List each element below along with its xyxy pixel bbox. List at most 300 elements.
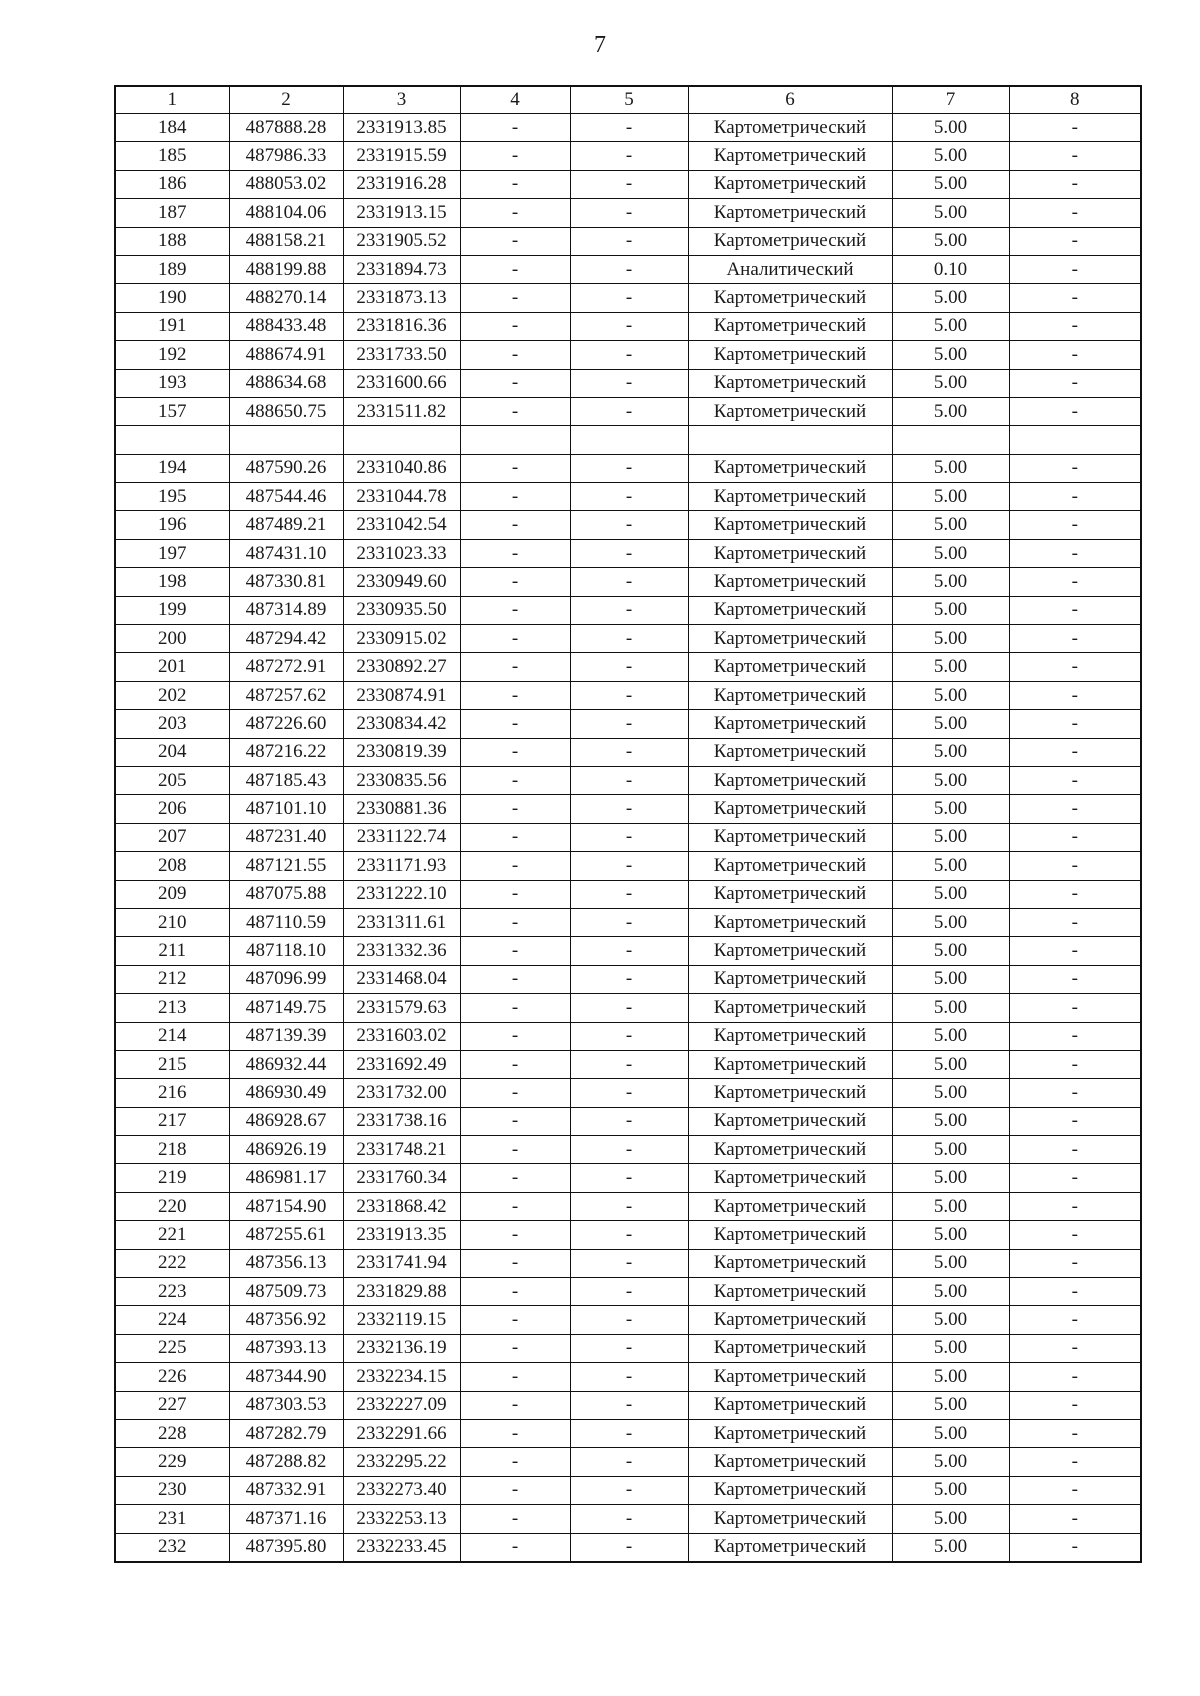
table-row [115,341,1141,369]
column-4-cell: - [460,1107,570,1135]
accuracy-cell: 5.00 [892,454,1009,482]
y-coordinate-cell: 2331873.13 [343,284,460,312]
column-5-cell: - [570,1476,688,1504]
point-number-cell: 196 [115,511,229,539]
x-coordinate-cell: 487149.75 [229,994,343,1022]
method-cell: Картометрический [688,483,892,511]
table-row [115,710,1141,738]
point-number-cell: 225 [115,1334,229,1362]
y-coordinate-cell: 2331905.52 [343,227,460,255]
column-8-cell: - [1009,170,1141,198]
y-coordinate-cell: 2331894.73 [343,255,460,283]
table-row [115,568,1141,596]
method-cell: Картометрический [688,539,892,567]
y-coordinate-cell: 2331311.61 [343,908,460,936]
column-8-cell: - [1009,653,1141,681]
method-cell: Картометрический [688,312,892,340]
point-number-cell: 214 [115,1022,229,1050]
table-row [115,1249,1141,1277]
column-8-cell: - [1009,369,1141,397]
column-4-cell: - [460,1334,570,1362]
column-8-cell: - [1009,199,1141,227]
column-5-cell: - [570,1533,688,1562]
header-cell: 6 [688,86,892,114]
point-number-cell: 228 [115,1419,229,1447]
column-8-cell: - [1009,1107,1141,1135]
column-5-cell: - [570,795,688,823]
table-row [115,795,1141,823]
column-4-cell: - [460,199,570,227]
y-coordinate-cell: 2332136.19 [343,1334,460,1362]
point-number-cell: 210 [115,908,229,936]
column-5-cell: - [570,1136,688,1164]
method-cell: Картометрический [688,1079,892,1107]
x-coordinate-cell: 488053.02 [229,170,343,198]
accuracy-cell: 5.00 [892,397,1009,425]
column-4-cell: - [460,284,570,312]
method-cell: Картометрический [688,681,892,709]
method-cell: Картометрический [688,1192,892,1220]
point-number-cell: 197 [115,539,229,567]
table-row [115,284,1141,312]
column-5-cell: - [570,1306,688,1334]
point-number-cell: 213 [115,994,229,1022]
y-coordinate-cell: 2330834.42 [343,710,460,738]
y-coordinate-cell: 2330949.60 [343,568,460,596]
table-row [115,1419,1141,1447]
method-cell: Картометрический [688,1476,892,1504]
x-coordinate-cell: 486932.44 [229,1050,343,1078]
point-number-cell: 194 [115,454,229,482]
column-4-cell: - [460,1079,570,1107]
point-number-cell: 223 [115,1278,229,1306]
y-coordinate-cell: 2331044.78 [343,483,460,511]
x-coordinate-cell: 487121.55 [229,852,343,880]
accuracy-cell: 5.00 [892,1306,1009,1334]
y-coordinate-cell: 2331511.82 [343,397,460,425]
x-coordinate-cell: 487231.40 [229,823,343,851]
table-row [115,852,1141,880]
table-row [115,454,1141,482]
table-row [115,1164,1141,1192]
accuracy-cell: 5.00 [892,1448,1009,1476]
point-number-cell: 187 [115,199,229,227]
accuracy-cell: 5.00 [892,170,1009,198]
column-4-cell: - [460,1022,570,1050]
x-coordinate-cell: 487371.16 [229,1505,343,1533]
x-coordinate-cell: 487395.80 [229,1533,343,1562]
column-5-cell: - [570,142,688,170]
point-number-cell: 209 [115,880,229,908]
accuracy-cell: 5.00 [892,1419,1009,1447]
table-row [115,227,1141,255]
column-5-cell: - [570,1164,688,1192]
x-coordinate-cell: 488270.14 [229,284,343,312]
y-coordinate-cell: 2332273.40 [343,1476,460,1504]
x-coordinate-cell: 487110.59 [229,908,343,936]
method-cell: Картометрический [688,199,892,227]
method-cell [688,426,892,454]
y-coordinate-cell: 2332234.15 [343,1363,460,1391]
table-row [115,653,1141,681]
column-4-cell: - [460,170,570,198]
column-4-cell: - [460,795,570,823]
accuracy-cell: 5.00 [892,937,1009,965]
method-cell: Картометрический [688,596,892,624]
x-coordinate-cell: 487356.13 [229,1249,343,1277]
y-coordinate-cell: 2331122.74 [343,823,460,851]
accuracy-cell: 5.00 [892,1505,1009,1533]
header-cell: 2 [229,86,343,114]
column-8-cell: - [1009,1278,1141,1306]
y-coordinate-cell: 2331732.00 [343,1079,460,1107]
column-4-cell: - [460,852,570,880]
column-4-cell: - [460,511,570,539]
x-coordinate-cell: 487986.33 [229,142,343,170]
column-8-cell: - [1009,1448,1141,1476]
y-coordinate-cell: 2331600.66 [343,369,460,397]
table-row [115,1079,1141,1107]
method-cell: Картометрический [688,852,892,880]
y-coordinate-cell: 2331816.36 [343,312,460,340]
column-8-cell: - [1009,341,1141,369]
x-coordinate-cell: 487075.88 [229,880,343,908]
point-number-cell: 232 [115,1533,229,1562]
accuracy-cell: 5.00 [892,1476,1009,1504]
column-8-cell: - [1009,1022,1141,1050]
column-8-cell: - [1009,738,1141,766]
point-number-cell: 221 [115,1221,229,1249]
point-number-cell: 229 [115,1448,229,1476]
method-cell: Картометрический [688,710,892,738]
x-coordinate-cell: 487590.26 [229,454,343,482]
y-coordinate-cell: 2330881.36 [343,795,460,823]
column-4-cell: - [460,937,570,965]
y-coordinate-cell: 2332295.22 [343,1448,460,1476]
x-coordinate-cell: 487393.13 [229,1334,343,1362]
column-5-cell: - [570,1505,688,1533]
accuracy-cell [892,426,1009,454]
column-8-cell: - [1009,710,1141,738]
column-5-cell: - [570,1079,688,1107]
column-4-cell: - [460,341,570,369]
y-coordinate-cell: 2331733.50 [343,341,460,369]
table-row [115,1476,1141,1504]
table-body [115,114,1141,1562]
table-row [115,539,1141,567]
method-cell: Картометрический [688,142,892,170]
column-5-cell: - [570,823,688,851]
column-4-cell: - [460,994,570,1022]
column-8-cell: - [1009,795,1141,823]
accuracy-cell: 5.00 [892,142,1009,170]
table-row [115,1192,1141,1220]
point-number-cell: 204 [115,738,229,766]
y-coordinate-cell: 2332233.45 [343,1533,460,1562]
x-coordinate-cell: 488650.75 [229,397,343,425]
point-number-cell: 184 [115,114,229,142]
table-row [115,1448,1141,1476]
table-row [115,1022,1141,1050]
x-coordinate-cell: 488634.68 [229,369,343,397]
accuracy-cell: 5.00 [892,1050,1009,1078]
y-coordinate-cell: 2331042.54 [343,511,460,539]
x-coordinate-cell: 487154.90 [229,1192,343,1220]
method-cell: Картометрический [688,1022,892,1050]
table-row [115,312,1141,340]
column-5-cell: - [570,625,688,653]
x-coordinate-cell: 488199.88 [229,255,343,283]
method-cell: Картометрический [688,284,892,312]
point-number-cell: 190 [115,284,229,312]
column-5-cell: - [570,369,688,397]
column-5-cell: - [570,1363,688,1391]
table-row [115,908,1141,936]
x-coordinate-cell: 487226.60 [229,710,343,738]
table-row [115,937,1141,965]
method-cell: Картометрический [688,880,892,908]
x-coordinate-cell: 487282.79 [229,1419,343,1447]
method-cell: Картометрический [688,1136,892,1164]
table-row [115,965,1141,993]
accuracy-cell: 5.00 [892,199,1009,227]
y-coordinate-cell: 2331738.16 [343,1107,460,1135]
table-row [115,596,1141,624]
x-coordinate-cell: 487431.10 [229,539,343,567]
y-coordinate-cell: 2331023.33 [343,539,460,567]
method-cell: Картометрический [688,908,892,936]
method-cell: Картометрический [688,937,892,965]
table-row [115,625,1141,653]
column-4-cell: - [460,1476,570,1504]
y-coordinate-cell: 2330915.02 [343,625,460,653]
y-coordinate-cell: 2331332.36 [343,937,460,965]
table-row [115,766,1141,794]
column-5-cell: - [570,1221,688,1249]
column-8-cell: - [1009,823,1141,851]
column-8-cell: - [1009,766,1141,794]
column-5-cell: - [570,1448,688,1476]
method-cell: Картометрический [688,454,892,482]
table-row [115,994,1141,1022]
header-cell: 8 [1009,86,1141,114]
accuracy-cell: 5.00 [892,227,1009,255]
column-4-cell: - [460,369,570,397]
y-coordinate-cell: 2331913.35 [343,1221,460,1249]
column-4-cell: - [460,1136,570,1164]
column-4-cell: - [460,1448,570,1476]
table-row [115,426,1141,454]
column-8-cell: - [1009,1050,1141,1078]
method-cell: Картометрический [688,1278,892,1306]
accuracy-cell: 5.00 [892,766,1009,794]
column-5-cell: - [570,880,688,908]
accuracy-cell: 5.00 [892,1192,1009,1220]
column-5-cell [570,426,688,454]
point-number-cell: 220 [115,1192,229,1220]
x-coordinate-cell: 487544.46 [229,483,343,511]
y-coordinate-cell: 2330935.50 [343,596,460,624]
method-cell: Картометрический [688,738,892,766]
accuracy-cell: 5.00 [892,284,1009,312]
point-number-cell: 198 [115,568,229,596]
column-8-cell: - [1009,596,1141,624]
accuracy-cell: 5.00 [892,1533,1009,1562]
header-cell: 4 [460,86,570,114]
point-number-cell: 222 [115,1249,229,1277]
column-8-cell: - [1009,880,1141,908]
point-number-cell: 218 [115,1136,229,1164]
accuracy-cell: 5.00 [892,908,1009,936]
column-8-cell: - [1009,227,1141,255]
accuracy-cell: 0.10 [892,255,1009,283]
column-5-cell: - [570,397,688,425]
y-coordinate-cell: 2331748.21 [343,1136,460,1164]
header-cell: 1 [115,86,229,114]
column-5-cell: - [570,681,688,709]
accuracy-cell: 5.00 [892,1249,1009,1277]
x-coordinate-cell: 487257.62 [229,681,343,709]
y-coordinate-cell: 2331916.28 [343,170,460,198]
column-4-cell: - [460,823,570,851]
column-4-cell: - [460,568,570,596]
column-4-cell: - [460,1419,570,1447]
x-coordinate-cell: 487101.10 [229,795,343,823]
x-coordinate-cell [229,426,343,454]
column-5-cell: - [570,1192,688,1220]
accuracy-cell: 5.00 [892,653,1009,681]
point-number-cell: 231 [115,1505,229,1533]
column-4-cell: - [460,1221,570,1249]
point-number-cell: 157 [115,397,229,425]
column-4-cell: - [460,227,570,255]
column-4-cell: - [460,596,570,624]
column-8-cell: - [1009,312,1141,340]
accuracy-cell: 5.00 [892,369,1009,397]
column-4-cell: - [460,1249,570,1277]
accuracy-cell: 5.00 [892,114,1009,142]
header-cell: 7 [892,86,1009,114]
point-number-cell: 193 [115,369,229,397]
method-cell: Картометрический [688,568,892,596]
method-cell: Картометрический [688,1164,892,1192]
x-coordinate-cell: 488104.06 [229,199,343,227]
point-number-cell: 212 [115,965,229,993]
x-coordinate-cell: 487118.10 [229,937,343,965]
accuracy-cell: 5.00 [892,1079,1009,1107]
method-cell: Картометрический [688,653,892,681]
point-number-cell: 189 [115,255,229,283]
method-cell: Картометрический [688,1391,892,1419]
column-5-cell: - [570,1022,688,1050]
column-5-cell: - [570,653,688,681]
point-number-cell: 202 [115,681,229,709]
column-4-cell: - [460,1278,570,1306]
column-5-cell: - [570,1249,688,1277]
y-coordinate-cell: 2330874.91 [343,681,460,709]
y-coordinate-cell: 2331468.04 [343,965,460,993]
point-number-cell: 208 [115,852,229,880]
column-4-cell [460,426,570,454]
page-number: 7 [594,32,606,58]
column-8-cell: - [1009,965,1141,993]
x-coordinate-cell: 487185.43 [229,766,343,794]
column-5-cell: - [570,1278,688,1306]
table-row [115,1221,1141,1249]
column-8-cell: - [1009,483,1141,511]
table-row [115,1107,1141,1135]
x-coordinate-cell: 487344.90 [229,1363,343,1391]
column-8-cell: - [1009,1306,1141,1334]
accuracy-cell: 5.00 [892,994,1009,1022]
point-number-cell: 211 [115,937,229,965]
x-coordinate-cell: 486928.67 [229,1107,343,1135]
column-5-cell: - [570,1419,688,1447]
column-5-cell: - [570,284,688,312]
table-row [115,880,1141,908]
method-cell: Картометрический [688,1306,892,1334]
accuracy-cell: 5.00 [892,1363,1009,1391]
point-number-cell: 192 [115,341,229,369]
point-number-cell: 230 [115,1476,229,1504]
method-cell: Картометрический [688,1107,892,1135]
column-8-cell: - [1009,1391,1141,1419]
y-coordinate-cell [343,426,460,454]
column-5-cell: - [570,199,688,227]
column-4-cell: - [460,1533,570,1562]
table-row [115,823,1141,851]
column-4-cell: - [460,1050,570,1078]
column-5-cell: - [570,341,688,369]
accuracy-cell: 5.00 [892,341,1009,369]
point-number-cell: 201 [115,653,229,681]
column-8-cell: - [1009,1164,1141,1192]
y-coordinate-cell: 2331868.42 [343,1192,460,1220]
x-coordinate-cell: 487489.21 [229,511,343,539]
column-8-cell: - [1009,1334,1141,1362]
column-5-cell: - [570,1050,688,1078]
y-coordinate-cell: 2331913.85 [343,114,460,142]
column-8-cell: - [1009,625,1141,653]
method-cell: Картометрический [688,341,892,369]
x-coordinate-cell: 487294.42 [229,625,343,653]
column-8-cell: - [1009,1221,1141,1249]
column-8-cell: - [1009,1419,1141,1447]
column-4-cell: - [460,1363,570,1391]
x-coordinate-cell: 487288.82 [229,1448,343,1476]
column-8-cell: - [1009,255,1141,283]
header-row [115,86,1141,114]
table-row [115,681,1141,709]
y-coordinate-cell: 2332119.15 [343,1306,460,1334]
x-coordinate-cell: 488158.21 [229,227,343,255]
column-5-cell: - [570,483,688,511]
column-8-cell: - [1009,852,1141,880]
point-number-cell: 185 [115,142,229,170]
accuracy-cell: 5.00 [892,625,1009,653]
column-5-cell: - [570,454,688,482]
method-cell: Картометрический [688,1050,892,1078]
method-cell: Картометрический [688,170,892,198]
method-cell: Картометрический [688,511,892,539]
column-5-cell: - [570,539,688,567]
method-cell: Картометрический [688,823,892,851]
y-coordinate-cell: 2332291.66 [343,1419,460,1447]
table-row [115,1533,1141,1562]
table-row [115,255,1141,283]
method-cell: Картометрический [688,1505,892,1533]
x-coordinate-cell: 487139.39 [229,1022,343,1050]
